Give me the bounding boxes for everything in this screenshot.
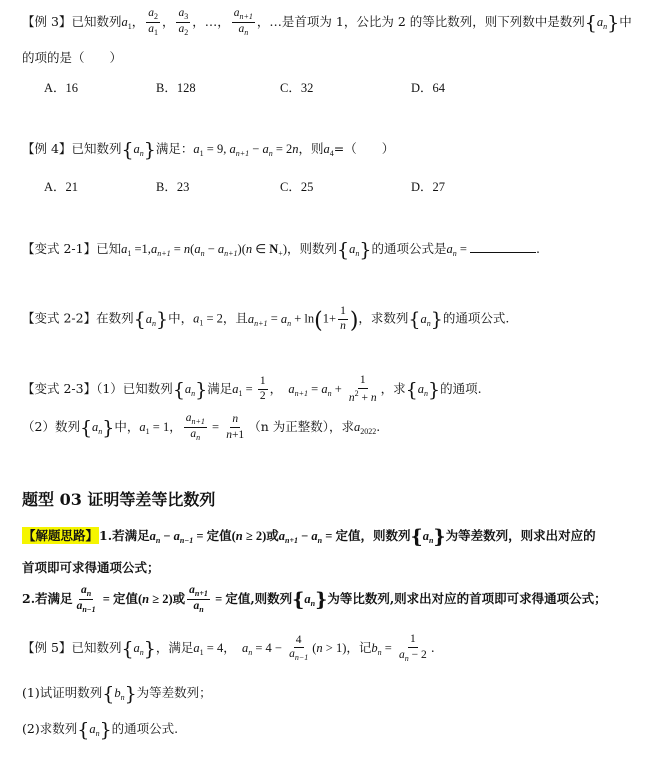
example-3-option-d: D．64 (411, 81, 446, 95)
example-4-mid: 满足： (155, 141, 194, 156)
variant-2-1-lead: 已知 (96, 241, 122, 256)
hint-line-2: 首项即可求得通项公式； (22, 560, 160, 575)
variant-2-1-end: 的通项公式是 (371, 241, 447, 256)
example-5-mid2: ，记 (346, 639, 372, 655)
variant-2-2-mid2: ，且 (222, 310, 248, 326)
variant-2-3-p1-lead: （1）已知数列 (96, 380, 173, 396)
hint-3a: 2.若满足 (22, 591, 73, 606)
variant-2-1-mid: ，则数列 (286, 241, 337, 256)
variant-2-2-line: 【变式 2-2】在数列$\{a_n\}$中，$a_1 = 2$，且$a_{n+1} = a_n + \ln(1+$ $\frac{1}{n}$ )，求数列$\{a_n\}$的通项公式. (22, 305, 510, 334)
variant-2-3-p1-end: ，求 (380, 380, 406, 396)
variant-2-2-lead: 在数列 (96, 310, 134, 326)
example-5-tag: 【例 5】 (22, 639, 72, 655)
example-3-line-2: 的项的是（ ） (22, 50, 123, 65)
example-4-tag: 【例 4】 (22, 141, 72, 156)
variant-2-3-p1-mid: 满足 (207, 380, 233, 396)
example-4-option-d: D．27 (411, 180, 446, 194)
hint-3b: 定值 (112, 591, 138, 606)
variant-2-2-end: ，求数列 (358, 310, 409, 326)
hint-line-3: 2.若满足 $\frac{a_n}{a_{n-1}}$ = 定值(n ≥ 2)或 $\frac{a_{n+1}}{a_n}$ = 定值,则数列$\{a_n\}$为等比数列,则求出对应的首项即可求得通项公式； (22, 584, 607, 614)
variant-2-3-p2-lead: （2）数列 (22, 419, 80, 434)
example-5-mid: ，满足 (155, 639, 194, 655)
hint-1b: 定值 (206, 528, 232, 543)
example-4-paren: =（ ） (333, 141, 395, 156)
example-5-line: 【例 5】已知数列$\{a_n\}$，满足$a_1 = 4$， $a_n = 4$ − $\frac{4}{a_{n-1}}$ (n > 1)，记$b_n$ = $\frac{1}{a_n - 2}$ . (22, 633, 435, 663)
example-4-end: ，则 (298, 141, 324, 156)
variant-2-3-p2-note: （n 为正整数），求 (248, 419, 354, 434)
example-3-option-c: C．32 (280, 81, 314, 95)
example-3-option-a: A．16 (44, 81, 79, 95)
variant-2-2-tag: 【变式 2-2】 (22, 310, 97, 326)
variant-2-3-p1-end2: 的通项. (440, 380, 482, 396)
section-title: 题型 03 证明等差等比数列 (22, 490, 216, 509)
example-5-question-2: (2)求数列$\{a_n\}$的通项公式. (22, 719, 179, 741)
example-3-tail: 中 (619, 14, 632, 29)
hint-1a: 1.若满足 (99, 528, 150, 543)
example-5-q1b: 为等差数列； (136, 685, 212, 700)
variant-2-2-mid1: 中， (168, 310, 194, 326)
variant-2-2-end2: 的通项公式. (442, 310, 510, 326)
hint-3c: 或 (172, 591, 186, 606)
example-3-tag: 【例 3】 (22, 14, 72, 29)
variant-2-3-line-2: （2）数列$\{a_n\}$中，$a_1 = 1$， $\frac{a_{n+1}}{a_n}$ = $\frac{n}{n+1}$ （n 为正整数），求$a_{2022}$. (22, 412, 381, 442)
example-3-text: 是首项为 1，公比为 2 的等比数列，则下列数中是数列 (281, 14, 585, 29)
hint-3e: 为等比数列,则求出对应的首项即可求得通项公式； (327, 591, 607, 606)
hint-1e: 为等差数列，则求出对应的 (445, 528, 596, 543)
example-3-option-b: B．128 (156, 81, 196, 95)
variant-2-3-line-1: 【变式 2-3】（1）已知数列$\{a_n\}$满足$a_1$ = $\frac{1}{2}$ ， $a_{n+1} = a_n$ + $\frac{1}{n^2 + n}$ ，求$\{a_n\}$的通项. (22, 374, 482, 404)
hint-3d: 定值,则数列 (225, 591, 293, 606)
hint-label: 【解题思路】 (23, 528, 99, 543)
variant-2-1-tag: 【变式 2-1】 (22, 241, 97, 256)
example-4-lead: 已知数列 (71, 141, 122, 156)
answer-blank (470, 242, 536, 253)
example-5-q1: (1)试证明数列 (22, 685, 103, 700)
example-5-lead: 已知数列 (71, 639, 122, 655)
example-4-line: 【例 4】已知数列$\{a_n\}$满足：$a_1 = 9$, $a_{n+1} - a_n = 2n$，则$a_4=$（ ） (22, 139, 395, 161)
example-5-q2b: 的通项公式. (111, 721, 179, 736)
hint-line-1: 【解题思路】1.若满足$a_n - a_{n-1}$ = 定值(n ≥ 2)或$a_{n+1} - a_n$ = 定值，则数列$\{a_n\}$为等差数列，则求出对应的 (23, 526, 596, 548)
example-5-question-1: (1)试证明数列$\{b_n\}$为等差数列； (22, 683, 212, 705)
example-5-q2: (2)求数列 (22, 721, 78, 736)
example-3-line-1: 【例 3】已知数列$a_1$， $\frac{a_2}{a_1}$ ， $\frac{a_3}{a_2}$ ，…， $\frac{a_{n+1}}{a_n}$ ，…是首项为 1，公比为 2 的等比数列，则下列数中是数列$\{a_n\}$中 (22, 7, 632, 37)
example-3-lead: 已知数列 (71, 14, 122, 29)
variant-2-3-tag: 【变式 2-3】 (22, 380, 97, 396)
example-4-option-c: C．25 (280, 180, 314, 194)
hint-1d: 定值，则数列 (335, 528, 411, 543)
example-4-option-a: A．21 (44, 180, 79, 194)
example-4-option-b: B．23 (156, 180, 190, 194)
hint-1c: 或 (266, 528, 279, 543)
variant-2-1-line: 【变式 2-1】已知$a_1 =1,a_{n+1} = n(a_n - a_{n+1})(n$ ∈ $N_+$)，则数列$\{a_n\}$的通项公式是$a_n$ = . (22, 239, 540, 261)
variant-2-3-p2-mid: 中， (114, 419, 140, 434)
